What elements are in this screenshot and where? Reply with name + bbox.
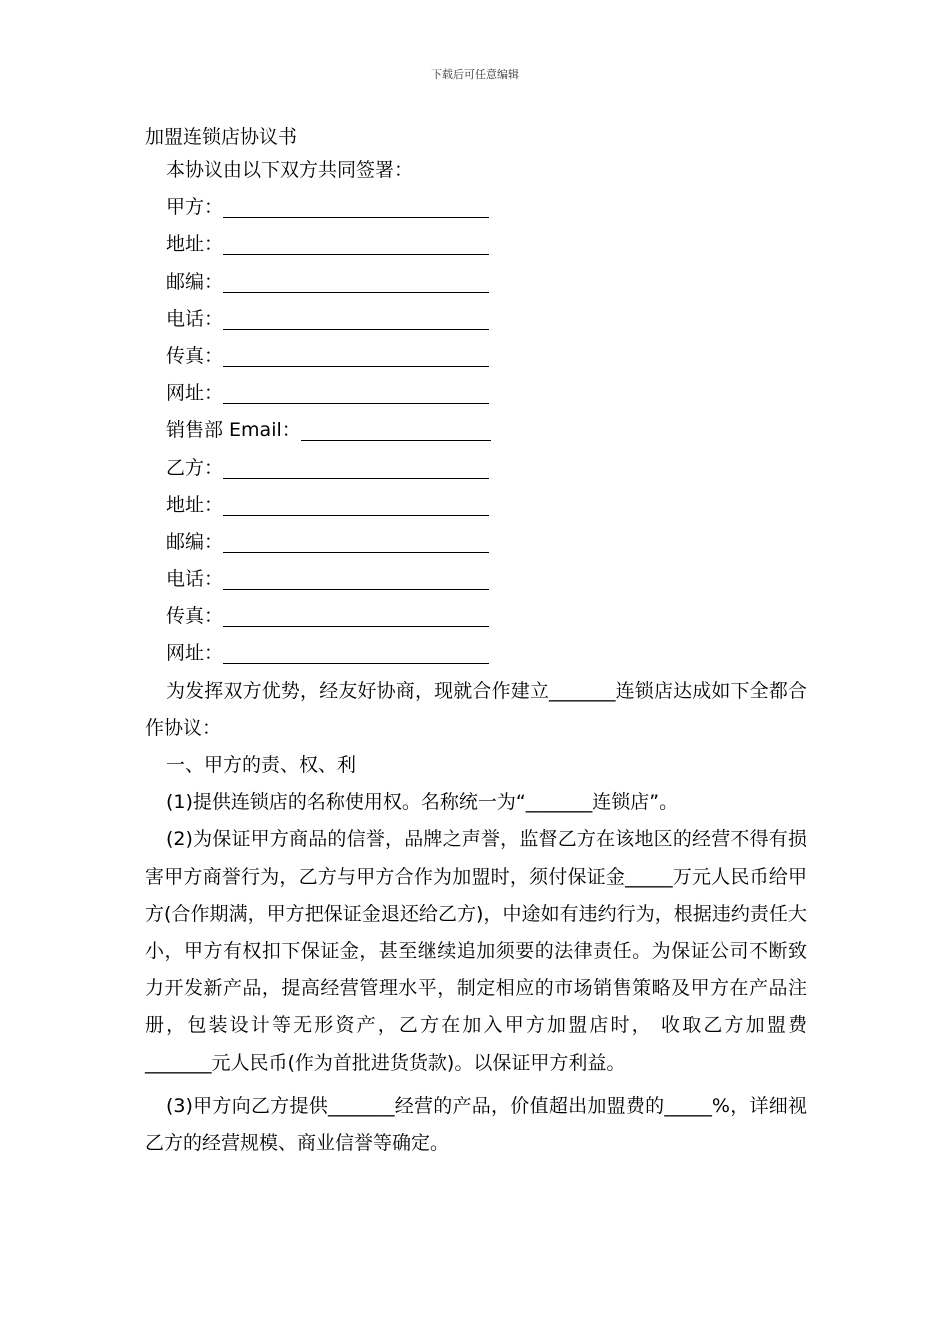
- fill-blank: [223, 195, 489, 218]
- party-a-fax-field: [145, 338, 807, 375]
- party-a-email-field: [145, 412, 807, 449]
- party-b-zip-field: [145, 524, 807, 561]
- party-a-phone-field: [145, 301, 807, 338]
- fill-blank: [223, 604, 489, 627]
- fill-blank: [223, 456, 489, 479]
- field-label: 乙方：: [166, 456, 224, 479]
- field-label: 电话：: [166, 568, 224, 591]
- field-label: 地址：: [166, 493, 224, 516]
- fill-blank: [223, 232, 489, 255]
- page-header-note: 下载后可任意编辑: [431, 68, 519, 81]
- field-label: 邮编：: [166, 530, 224, 553]
- agreement-document: [145, 122, 807, 1162]
- party-b-phone-field: [145, 561, 807, 598]
- intro-line: 本协议由以下双方共同签署：: [166, 159, 414, 181]
- party-a-zip-field: [145, 264, 807, 301]
- fill-blank: [223, 530, 489, 553]
- fill-blank: [223, 307, 489, 330]
- field-label: 电话：: [166, 307, 224, 330]
- fill-blank: [301, 418, 491, 441]
- fill-blank: [223, 381, 489, 404]
- document-title: 加盟连锁店协议书: [145, 126, 298, 148]
- clause-1: (1)提供连锁店的名称使用权。名称统一为“_______连锁店”。: [166, 791, 679, 814]
- clause-3: (3)甲方向乙方提供_______经营的产品，价值超出加盟费的_____%，详细视乙方的经营规模、商业信誉等确定。: [145, 1094, 807, 1155]
- fill-blank: [223, 641, 489, 664]
- party-b-name-field: [145, 450, 807, 487]
- party-a-name-field: [145, 189, 807, 226]
- party-b-web-field: [145, 635, 807, 672]
- fill-blank: [223, 344, 489, 367]
- purpose-paragraph: 为发挥双方优势，经友好协商，现就合作建立_______连锁店达成如下全都合作协议：: [145, 679, 807, 739]
- party-a-web-field: [145, 375, 807, 412]
- clause-2: (2)为保证甲方商品的信誉，品牌之声誉，监督乙方在该地区的经营不得有损害甲方商誉行为，乙方与甲方合作为加盟时，须付保证金_____万元人民币给甲方(合作期满，甲方把保证金退还给乙方)，中途如有违约行为，根据违约责任大小，甲方有权扣下保证金，甚至继续追加须要的法律责任。为保证公司不断致力开发新产品，提高经营管理水平，制定相应的市场销售策略及甲方在产品注册，包装设计等无形资产，乙方在加入甲方加盟店时， 收取乙方加盟费 _______元人民币(作为首批进货货款)。以保证甲方利益。: [145, 828, 807, 1074]
- field-label: 传真：: [166, 344, 224, 367]
- section-1-heading: 一、甲方的责、权、利: [166, 754, 357, 777]
- field-label: 网址：: [166, 642, 224, 665]
- field-label: 地址：: [166, 233, 224, 256]
- field-label: 甲方：: [166, 196, 224, 219]
- party-b-fax-field: [145, 598, 807, 635]
- field-label: 邮编：: [166, 270, 224, 293]
- party-a-address-field: [145, 226, 807, 263]
- field-label: 销售部 Email：: [166, 419, 301, 442]
- field-label: 传真：: [166, 605, 224, 628]
- party-b-address-field: [145, 487, 807, 524]
- fill-blank: [223, 567, 489, 590]
- fill-blank: [223, 493, 489, 516]
- field-label: 网址：: [166, 382, 224, 405]
- fill-blank: [223, 270, 489, 293]
